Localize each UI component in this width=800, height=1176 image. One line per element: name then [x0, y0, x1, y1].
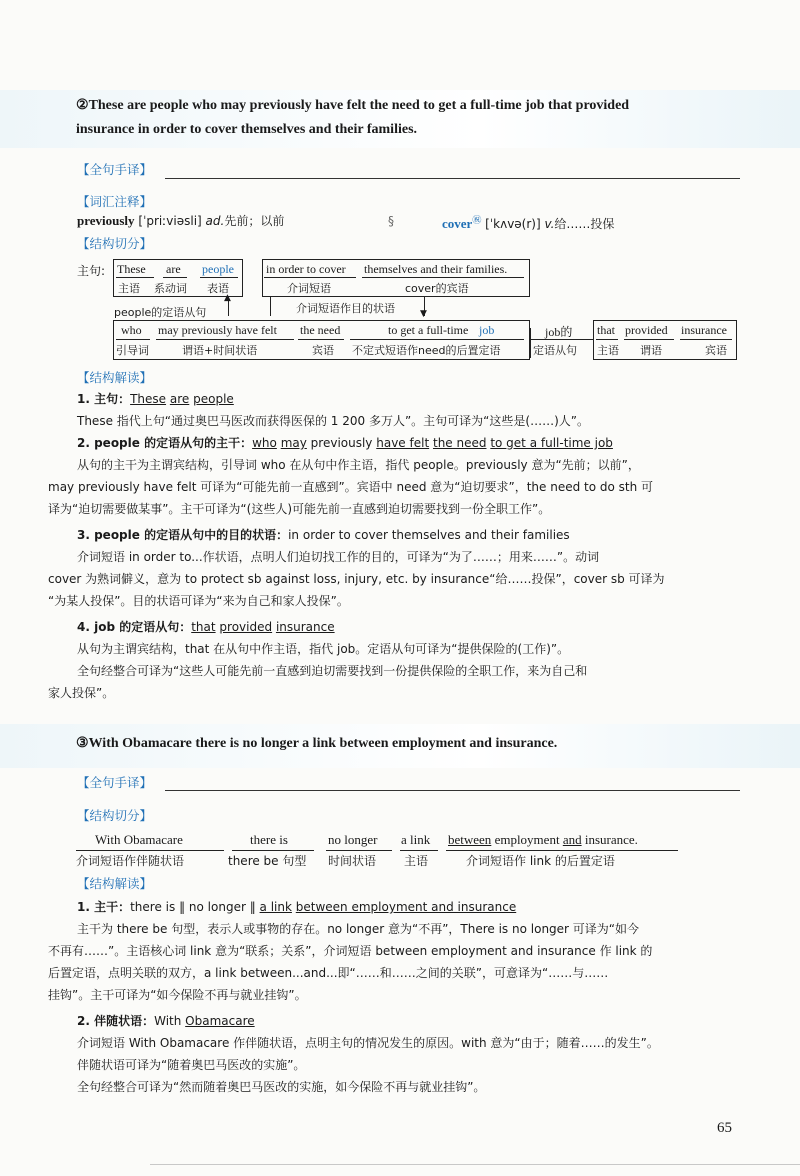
vocab-cover: cover㊗ [ˈkʌvə(r)] v.给……投保	[442, 216, 615, 231]
s3-explain-1-line-3: 后置定语，点明关联的双方，a link between...and...即“……和……之间的关联”，可意译为“……与……	[48, 966, 609, 980]
sentence-3-line-1: With Obamacare there is no longer a link between employment and insurance.	[88, 736, 558, 751]
s2-explain-3-line-1: 介词短语 in order to...作状语，点明人们迫切找工作的目的，可译为“为了……；用来……”。动词	[77, 550, 600, 564]
s2-explain-4-line-2: 全句经整合可译为“这些人可能先前一直感到迫切需要找到一份提供保险的全职工作，来为自己和	[77, 664, 588, 678]
s2-explain-1-body: These 指代上句“通过奥巴马医改而获得医保的 1 200 多万人”。主句可译为“这些是(……)人”。	[77, 414, 589, 428]
s3-explain-2-head: 2. 伴随状语：With Obamacare	[77, 1014, 255, 1028]
label-translate-3: 【全句手译】	[77, 775, 153, 790]
sentence-2-line-2: insurance in order to cover themselves and their families.	[76, 122, 418, 137]
translate-answer-line-3[interactable]	[165, 790, 740, 791]
s3-explain-1-line-1: 主干为 there be 句型，表示人或事物的存在。no longer 意为“不再”，There is no longer 可译为“如今	[77, 922, 640, 936]
footer-rule	[150, 1164, 800, 1165]
label-vocab-2: 【词汇注释】	[77, 194, 153, 209]
sentence-2	[76, 94, 736, 142]
label-split-2: 【结构切分】	[77, 236, 153, 251]
sentence-3	[76, 732, 736, 756]
s2-explain-3-line-2: cover 为熟词僻义，意为 to protect sb against loss, injury, etc. by insurance“给……投保”，cover sb 可译为	[48, 572, 665, 586]
vocab-divider-mark: §	[388, 214, 394, 228]
s2-explain-3-head: 3. people 的定语从句中的目的状语：in order to cover themselves and their families	[77, 528, 570, 542]
s3-explain-1-head: 1. 主干：there is ‖ no longer ‖ a link between employment and insurance	[77, 900, 517, 914]
s2-explain-4-line-1: 从句为主谓宾结构，that 在从句中作主语，指代 job。定语从句可译为“提供保险的(工作)”。	[77, 642, 570, 656]
s2-explain-2-line-2: may previously have felt 可译为“可能先前一直感到”。宾语中 need 意为“迫切要求”，the need to do sth 可	[48, 480, 654, 494]
s2-explain-4-head: 4. job 的定语从句：that provided insurance	[77, 620, 335, 634]
s2-explain-2-line-3: 译为“迫切需要做某事”。主干可译为“(这些人)可能先前一直感到迫切需要找到一份全职工作”。	[48, 502, 551, 516]
label-split-3: 【结构切分】	[77, 808, 153, 823]
s3-explain-2-line-3: 全句经整合可译为“然而随着奥巴马医改的实施，如今保险不再与就业挂钩”。	[77, 1080, 486, 1094]
page-number: 65	[717, 1120, 732, 1136]
s3-explain-1-line-2: 不再有……”。主语核心词 link 意为“联系；关系”，介词短语 between employment and insurance 作 link 的	[48, 944, 653, 958]
s3-explain-1-line-4: 挂钩”。主干可译为“如今保险不再与就业挂钩”。	[48, 988, 307, 1002]
translate-answer-line-2[interactable]	[165, 178, 740, 179]
s2-explain-4-line-3: 家人投保”。	[48, 686, 115, 700]
s2-explain-2-line-1: 从句的主干为主谓宾结构，引导词 who 在从句中作主语，指代 people。previously 意为“先前；以前”，	[77, 458, 640, 472]
s3-explain-2-line-1: 介词短语 With Obamacare 作伴随状语，点明主句的情况发生的原因。with 意为“由于；随着……的发生”。	[77, 1036, 659, 1050]
s3-explain-2-line-2: 伴随状语可译为“随着奥巴马医改的实施”。	[77, 1058, 306, 1072]
sentence-2-number: ②	[76, 98, 89, 113]
vocab-previously: previously [ˈpriːviəsli] ad.先前；以前	[77, 213, 285, 228]
sentence-2-line-1: These are people who may previously have felt the need to get a full-time job that provided	[88, 98, 630, 113]
label-explain-2: 【结构解读】	[77, 370, 153, 385]
s2-explain-3-line-3: “为某人投保”。目的状语可译为“来为自己和家人投保”。	[48, 594, 349, 608]
label-translate-2: 【全句手译】	[77, 162, 153, 177]
s2-explain-1-head: 1. 主句：These are people	[77, 392, 234, 406]
sentence-3-number: ③	[76, 736, 89, 751]
label-explain-3: 【结构解读】	[77, 876, 153, 891]
s2-explain-2-head: 2. people 的定语从句的主干：who may previously have felt the need to get a full-time job	[77, 436, 613, 450]
